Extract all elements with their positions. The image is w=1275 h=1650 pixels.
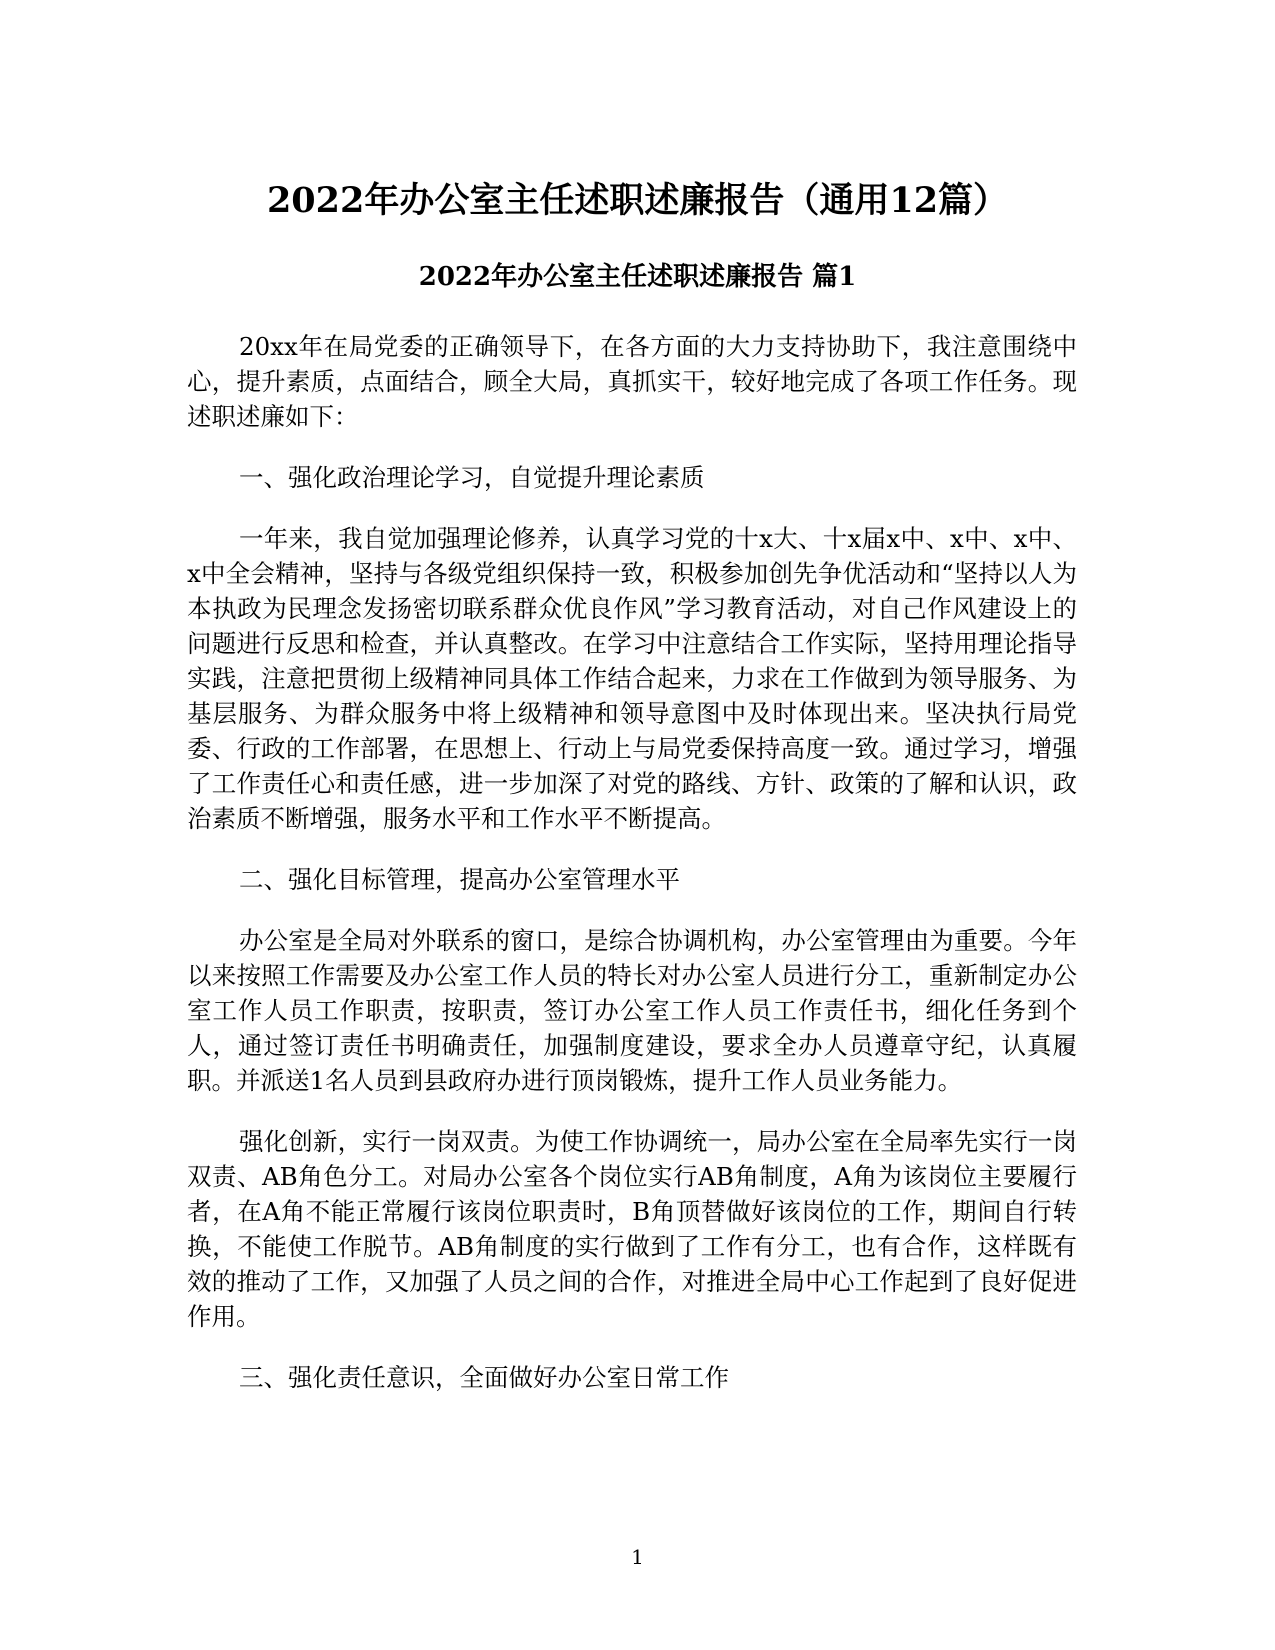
document-title: 2022年办公室主任述职述廉报告（通用12篇）: [266, 180, 1009, 221]
body-paragraph: 办公室是全局对外联系的窗口，是综合协调机构，办公室管理由为重要。今年以来按照工作需要及办公室工作人员的特长对办公室人员进行分工，重新制定办公室工作人员工作职责，按职责，签订办公室工作人员工作责任书，细化任务到个人，通过签订责任书明确责任，加强制度建设，要求全办人员遵章守纪，认真履职。并派送1名人员到县政府办进行顶岗锻炼，提升工作人员业务能力。: [187, 926, 1077, 1095]
section-heading-2: 二、强化目标管理，提高办公室管理水平: [239, 865, 680, 894]
page-number: 1: [631, 1545, 644, 1569]
body-paragraph: 强化创新，实行一岗双责。为使工作协调统一，局办公室在全局率先实行一岗双责、AB角色分工。对局办公室各个岗位实行AB角制度，A角为该岗位主要履行者，在A角不能正常履行该岗位职责时，B角顶替做好该岗位的工作，期间自行转换，不能使工作脱节。AB角制度的实行做到了工作有分工，也有合作，这样既有效的推动了工作，又加强了人员之间的合作，对推进全局中心工作起到了良好促进作用。: [187, 1127, 1077, 1331]
document-body: [187, 329, 1077, 1421]
section-heading-3: 三、强化责任意识，全面做好办公室日常工作: [239, 1363, 729, 1392]
body-paragraph: 一年来，我自觉加强理论修养，认真学习党的十x大、十x届x中、x中、x中、x中全会精神，坚持与各级党组织保持一致，积极参加创先争优活动和“坚持以人为本执政为民理念发扬密切联系群众优良作风”学习教育活动，对自己作风建设上的问题进行反思和检查，并认真整改。在学习中注意结合工作实际，坚持用理论指导实践，注意把贯彻上级精神同具体工作结合起来，力求在工作做到为领导服务、为基层服务、为群众服务中将上级精神和领导意图中及时体现出来。坚决执行局党委、行政的工作部署，在思想上、行动上与局党委保持高度一致。通过学习，增强了工作责任心和责任感，进一步加深了对党的路线、方针、政策的了解和认识，政治素质不断增强，服务水平和工作水平不断提高。: [187, 524, 1077, 833]
intro-paragraph: 20xx年在局党委的正确领导下，在各方面的大力支持协助下，我注意围绕中心，提升素质，点面结合，顾全大局，真抓实干，较好地完成了各项工作任务。现述职述廉如下：: [187, 332, 1077, 431]
section-title: 2022年办公室主任述职述廉报告 篇1: [418, 262, 857, 292]
section-heading-1: 一、强化政治理论学习，自觉提升理论素质: [239, 463, 705, 492]
